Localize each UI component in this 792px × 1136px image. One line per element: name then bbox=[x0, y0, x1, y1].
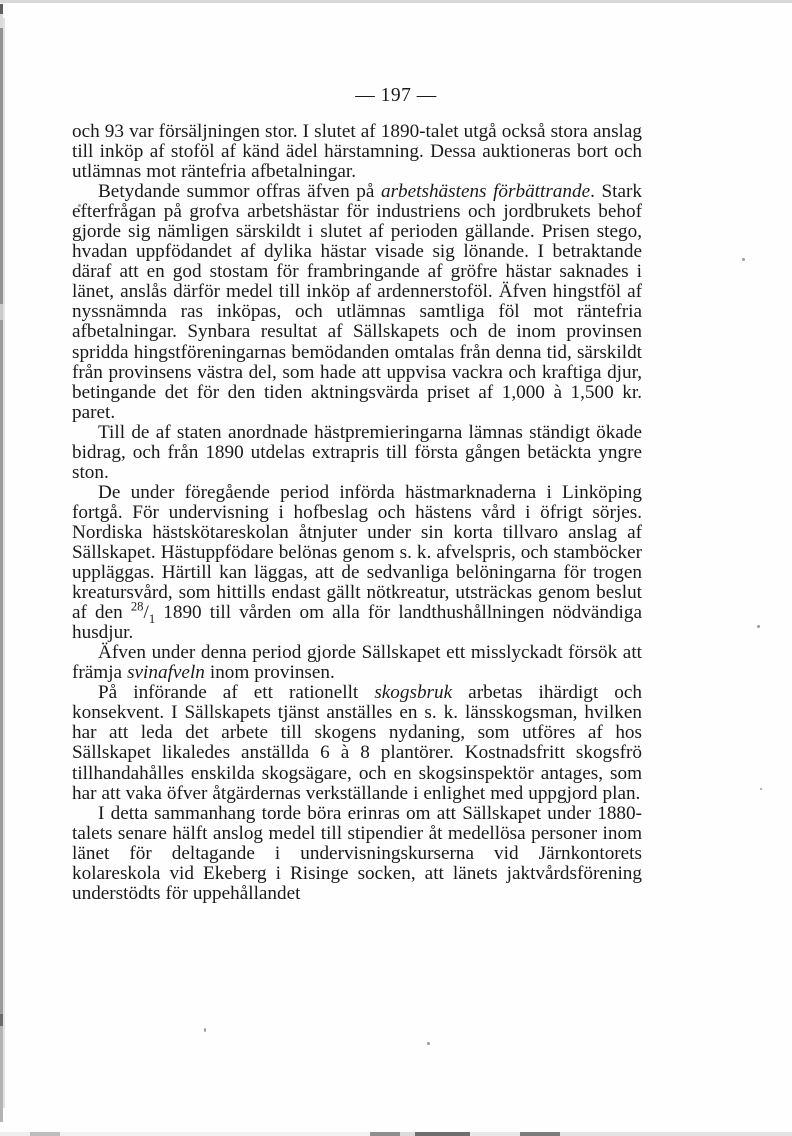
italic-phrase: arbetshästens förbättrande bbox=[380, 181, 591, 203]
scan-edge-bottom bbox=[0, 1132, 792, 1136]
italic-phrase: skogsbruk bbox=[374, 682, 453, 704]
date-fraction: $^{28}/_1$ bbox=[130, 599, 156, 626]
paragraph: På införande af ett rationellt skogsbruk arbetas ihärdigt och konsekvent. I Sällskapets tjänst anställes en s. k. länsskogsman, hvilken har att leda det arbete till skogens nydaning, som utföres af hos Sällskapet likaledes anställda 6 à 8 plantörer. Kostnadsfritt skogsfrö tillhandahålles enskilda skogsägare, och en skogsinspektör antages, som har att vaka öfver åtgärdernas verkställande i enlighet med uppgjord plan. bbox=[72, 682, 642, 804]
paragraph: I detta sammanhang torde böra erinras om att Sällskapet under 1880-talets senare hälft anslog medel till stipendier åt medellösa personer inom länet för deltagande i undervisningskurserna vid Järnkontorets kolareskola vid Ekeberg i Risinge socken, att länets jaktvårdsförening understödts för uppehållandet bbox=[72, 802, 642, 904]
paragraph: Äfven under denna period gjorde Sällskapet ett misslyckadt försök att främja svinafveln inom provinsen. bbox=[72, 642, 642, 684]
scan-speck bbox=[427, 1042, 430, 1045]
paragraph: Betydande summor offras äfven på arbetshästens förbättrande. Stark efterfrågan på grofva arbetshästar för industriens och jordbrukets behof gjorde sig nämligen särskildt i slutet af perioden gällande. Prisen stego, hvadan uppfödandet af dylika hästar visade sig lönande. I betraktande däraf att en god stostam för frambringande af gröfre hästar saknades i länet, anslås därför medel till inköp af ardennerstoföl. Äfven hingstföl af nyssnämnda ras inköpas, och utlämnas samtliga föl mot räntefria afbetalningar. Synbara resultat af Sällskapets och de inom provinsen spridda hingstföreningarnas bemödanden omtalas från denna tid, särskildt från provinsens västra del, som hade att uppvisa vackra och kraftiga djur, betingande det för den tiden aktningsvärda priset af 1,000 à 1,500 kr. paret. bbox=[72, 181, 642, 423]
body-text bbox=[72, 122, 642, 904]
scan-speck bbox=[757, 625, 760, 628]
scan-speck bbox=[742, 258, 745, 261]
paragraph: Till de af staten anordnade hästpremieringarna lämnas ständigt ökade bidrag, och från 1890 utdelas extrapris till första gången betäckta yngre ston. bbox=[72, 421, 642, 483]
paragraph: De under föregående period införda hästmarknaderna i Linköping fortgå. För undervisning i hofbeslag och hästens vård i öfrigt sörjes. Nordiska hästskötareskolan åtnjuter under sin korta tillvaro anslag af Sällskapet. Hästuppfödare belönas genom s. k. afvelspris, och stamböcker uppläggas. Härtill kan läggas, att de sedvanliga belöningarna för trogen kreatursvård, som hittills endast gällt nötkreatur, utsträckas genom beslut af den $^{28}/_1$ 1890 till vården om alla för landthushållningen nödvändiga husdjur. bbox=[72, 481, 643, 644]
italic-phrase: svinafveln bbox=[127, 662, 205, 684]
paragraph: och 93 var försäljningen stor. I slutet af 1890-talet utgå också stora anslag till inköp af stoföl af känd ädel härstamning. Dessa auktioneras bort och utlämnas mot räntefria afbetalningar. bbox=[72, 121, 642, 183]
scan-edge-top bbox=[0, 0, 792, 3]
scan-speck bbox=[760, 788, 762, 790]
page-number: — 197 — bbox=[355, 85, 437, 106]
scan-edge-left-secondary bbox=[3, 18, 5, 1108]
scan-speck bbox=[204, 1028, 206, 1032]
